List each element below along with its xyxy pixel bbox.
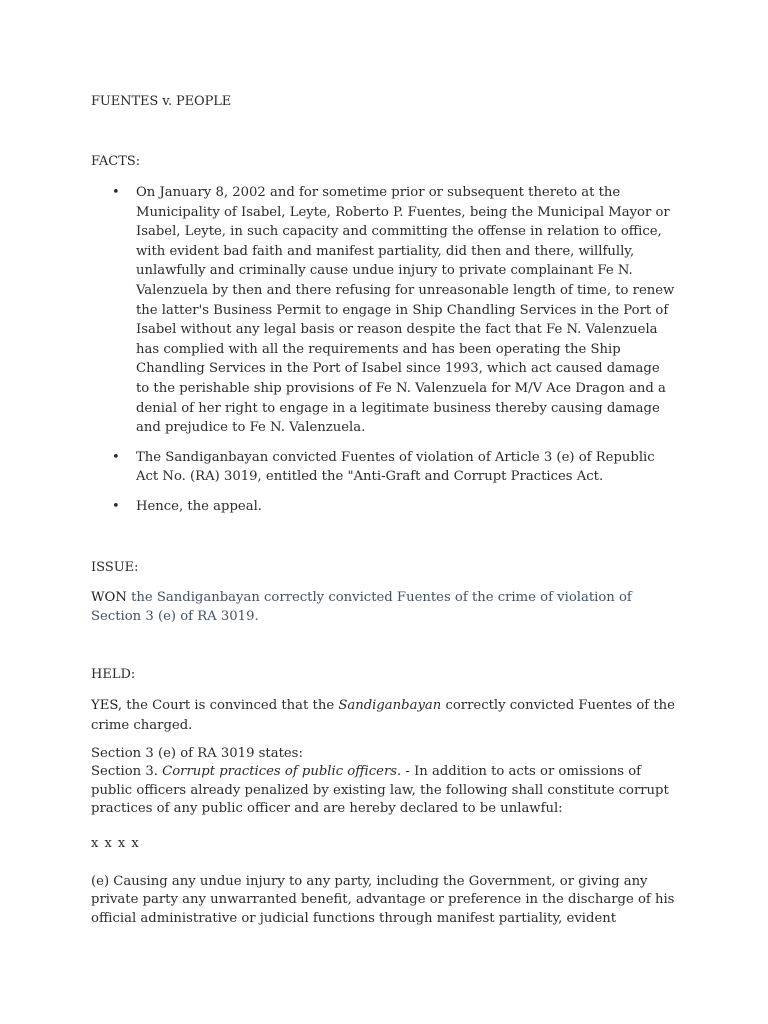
section-intro: Section 3 (e) of RA 3019 states: [91, 746, 303, 761]
held-text-1: the Court is convinced that the [122, 698, 339, 713]
facts-heading: FACTS: [91, 154, 141, 169]
issue-paragraph [91, 589, 671, 626]
issue-won: WON [91, 590, 127, 605]
held-paragraph [91, 696, 676, 735]
clause-e-paragraph: (e) Causing any undue injury to any party, including the Government, or giving any private party any unwarranted benefit, advantage or preference in the discharge of his official administrative or judicial functions through manifest partiality, evident [91, 874, 675, 926]
held-heading: HELD: [91, 667, 136, 682]
section-paragraph [91, 745, 681, 818]
fact-text: The Sandiganbayan convicted Fuentes of violation of Article 3 (e) of Republic Act No. (RA) 3019, entitled the "Anti-Graft and Corrupt Practices Act. [136, 449, 655, 485]
fact-text: Hence, the appeal. [136, 498, 262, 514]
list-item [91, 448, 676, 487]
issue-text: the Sandiganbayan correctly convicted Fuentes of the crime of violation of Section 3 (e) of RA 3019. [91, 590, 632, 624]
section-rest: . - In addition to acts or omissions of public officers already penalized by existing law, the following shall constitute corrupt practices of any public officer and are hereby declared to be unlawful: [91, 764, 669, 816]
section-lead: Section 3. [91, 764, 163, 780]
bullet-icon: • [112, 185, 120, 200]
held-italic: Sandiganbayan [338, 698, 442, 713]
facts-list [91, 183, 676, 527]
case-title: FUENTES v. PEOPLE [91, 94, 232, 109]
issue-heading: ISSUE: [91, 560, 139, 575]
list-item [91, 497, 676, 517]
section-italic: Corrupt practices of public officers [162, 764, 398, 780]
list-item [91, 183, 676, 438]
bullet-icon: • [112, 498, 120, 514]
ellipsis-marker: x x x x [91, 836, 140, 851]
held-text-2: correctly convicted Fuentes of the crime charged. [91, 698, 675, 733]
fact-text: On January 8, 2002 and for sometime prior or subsequent thereto at the Municipality of Isabel, Leyte, Roberto P. Fuentes, being the Municipal Mayor or Isabel, Leyte, in such capacity and committing the offense in relation to office, with evident bad faith and manifest partiality, did then and there, willfully, unlawfully and criminally cause undue injury to private complainant Fe N. Valenzuela by then and there refusing for unreasonable length of time, to renew the latter's Business Permit to engage in Ship Chandling Services in the Port of Isabel without any legal basis or reason despite the fact that Fe N. Valenzuela has complied with all the requirements and has been operating the Ship Chandling Services in the Port of Isabel since 1993, which act caused damage to the perishable ship provisions of Fe N. Valenzuela for M/V Ace Dragon and a denial of her right to engage in a legitimate business thereby causing damage and prejudice to Fe N. Valenzuela. [136, 185, 675, 436]
held-yes: YES, [91, 698, 123, 713]
bullet-icon: • [112, 449, 120, 465]
